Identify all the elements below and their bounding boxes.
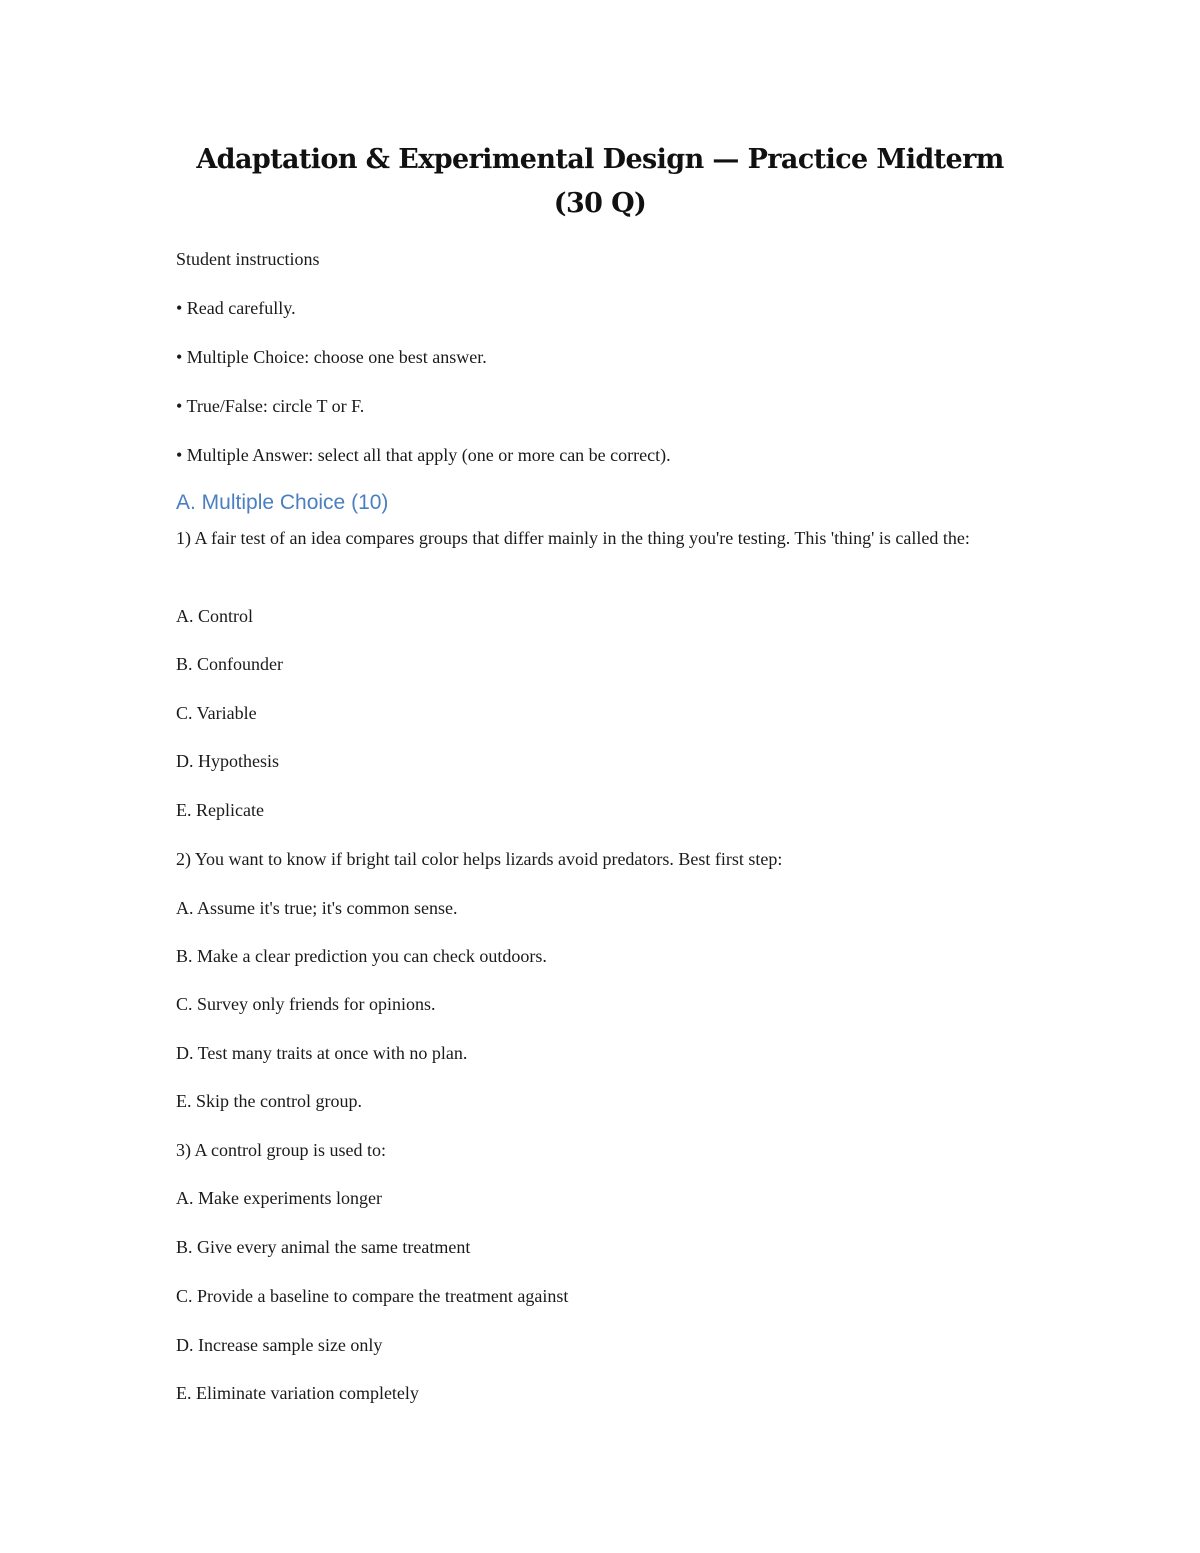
title-line-1: Adaptation & Experimental Design — Practice Midterm [196,144,1004,175]
answer-option: D. Hypothesis [176,751,279,771]
section-heading-multiple-choice: A. Multiple Choice (10) [176,491,389,514]
answer-option: E. Eliminate variation completely [176,1383,419,1403]
answer-option: B. Give every animal the same treatment [176,1237,471,1257]
instruction-item: • Multiple Answer: select all that apply (one or more can be correct). [176,445,671,465]
answer-option: C. Survey only friends for opinions. [176,994,436,1014]
instruction-item: • Multiple Choice: choose one best answer. [176,347,487,367]
answer-option: D. Increase sample size only [176,1335,383,1355]
answer-option: C. Provide a baseline to compare the treatment against [176,1286,569,1306]
answer-option: C. Variable [176,703,257,723]
answer-option: A. Assume it's true; it's common sense. [176,898,458,918]
question-stem: 1) A fair test of an idea compares groups that differ mainly in the thing you're testing. This 'thing' is called the: [176,528,970,548]
question-stem: 3) A control group is used to: [176,1140,386,1160]
answer-option: E. Replicate [176,800,264,820]
answer-option: B. Make a clear prediction you can check outdoors. [176,946,547,966]
answer-option: B. Confounder [176,654,283,674]
question-stem: 2) You want to know if bright tail color helps lizards avoid predators. Best first step: [176,849,783,869]
answer-option: A. Control [176,606,254,626]
answer-option: E. Skip the control group. [176,1091,362,1111]
instructions-label: Student instructions [176,249,320,269]
answer-option: D. Test many traits at once with no plan. [176,1043,468,1063]
title-line-2: (30 Q) [553,188,647,219]
answer-option: A. Make experiments longer [176,1188,382,1208]
instruction-item: • Read carefully. [176,298,296,318]
instruction-item: • True/False: circle T or F. [176,396,365,416]
document-title [176,138,1024,226]
